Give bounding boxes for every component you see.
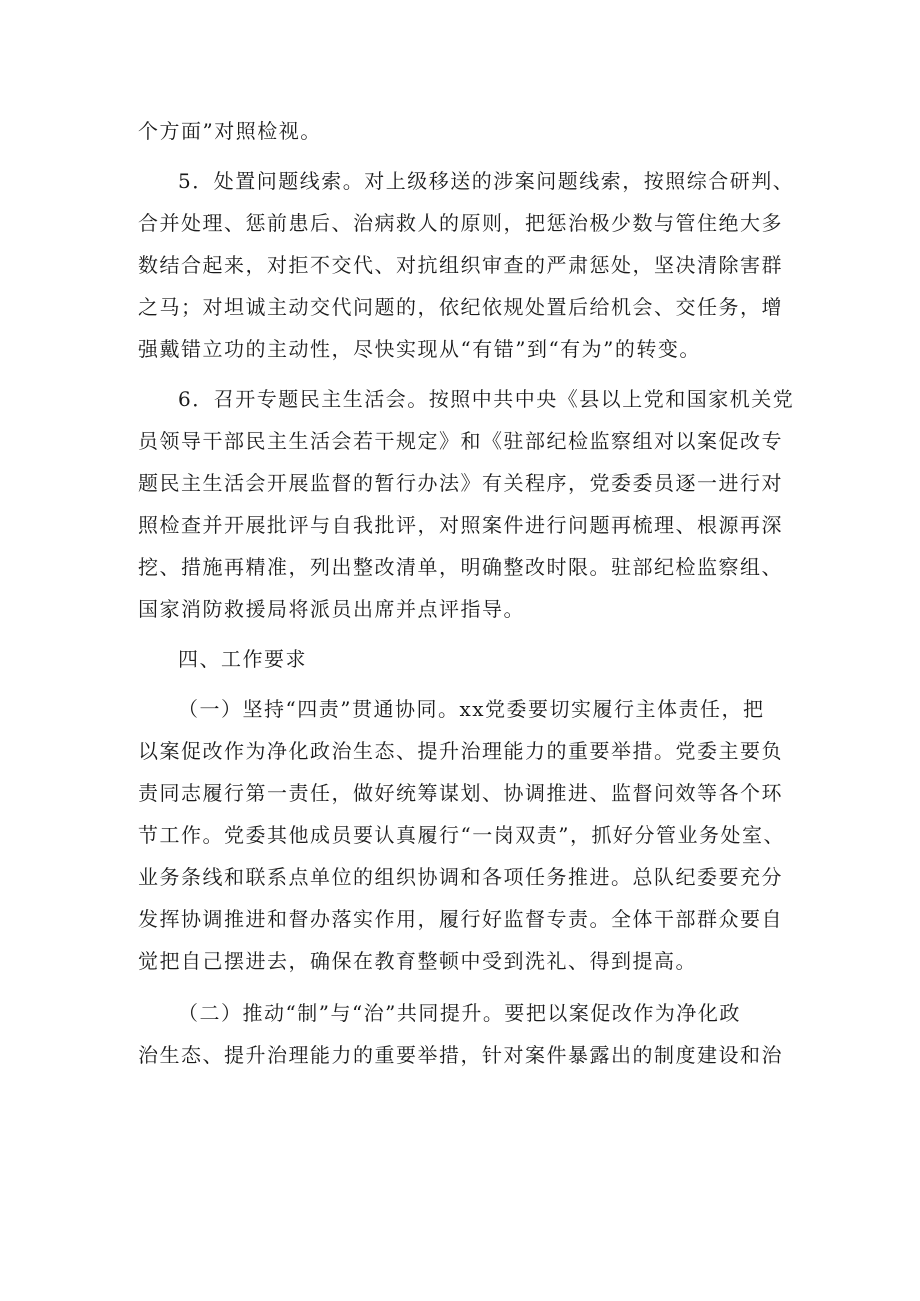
paragraph-line: 国家消防救援局将派员出席并点评指导。 xyxy=(138,597,525,621)
section-4-heading: 四、工作要求 xyxy=(178,647,307,671)
paragraph-line: 挖、措施再精准，列出整改清单，明确整改时限。驻部纪检监察组、 xyxy=(138,555,783,579)
paragraph-line: 个方面”对照检视。 xyxy=(138,119,322,143)
paragraph-line: 节工作。党委其他成员要认真履行“一岗双责”，抓好分管业务处室、 xyxy=(138,823,785,847)
paragraph-line: 觉把自己摆进去，确保在教育整顿中受到洗礼、得到提高。 xyxy=(138,949,697,973)
paragraph-line: 数结合起来，对拒不交代、对抗组织审查的严肃惩处，坚决清除害群 xyxy=(138,253,783,277)
subsection-2-heading-line: （二）推动“制”与“治”共同提升。要把以案促改作为净化政 xyxy=(178,1001,741,1025)
paragraph-line: 发挥协调推进和督办落实作用，履行好监督专责。全体干部群众要自 xyxy=(138,907,783,931)
paragraph-line: 强戴错立功的主动性，尽快实现从“有错”到“有为”的转变。 xyxy=(138,337,701,361)
paragraph-line: 员领导干部民主生活会若干规定》和《驻部纪检监察组对以案促改专 xyxy=(138,429,783,453)
paragraph-line: 治生态、提升治理能力的重要举措，针对案件暴露出的制度建设和治 xyxy=(138,1043,783,1067)
item-5-heading-line: 5．处置问题线索。对上级移送的涉案问题线索，按照综合研判、 xyxy=(178,169,795,193)
paragraph-line: 合并处理、惩前患后、治病救人的原则，把惩治极少数与管住绝大多 xyxy=(138,211,783,235)
paragraph-line: 题民主生活会开展监督的暂行办法》有关程序，党委委员逐一进行对 xyxy=(138,471,783,495)
subsection-1-heading-line: （一）坚持“四责”贯通协同。xx党委要切实履行主体责任，把 xyxy=(178,697,765,721)
paragraph-line: 责同志履行第一责任，做好统筹谋划、协调推进、监督问效等各个环 xyxy=(138,781,783,805)
paragraph-line: 照检查并开展批评与自我批评，对照案件进行问题再梳理、根源再深 xyxy=(138,513,783,537)
document-body xyxy=(138,110,795,1076)
paragraph-line: 以案促改作为净化政治生态、提升治理能力的重要举措。党委主要负 xyxy=(138,739,783,763)
paragraph-line: 业务条线和联系点单位的组织协调和各项任务推进。总队纪委要充分 xyxy=(138,865,783,889)
item-6-heading-line: 6．召开专题民主生活会。按照中共中央《县以上党和国家机关党 xyxy=(178,387,795,411)
paragraph-line: 之马；对坦诚主动交代问题的，依纪依规处置后给机会、交任务，增 xyxy=(138,295,783,319)
